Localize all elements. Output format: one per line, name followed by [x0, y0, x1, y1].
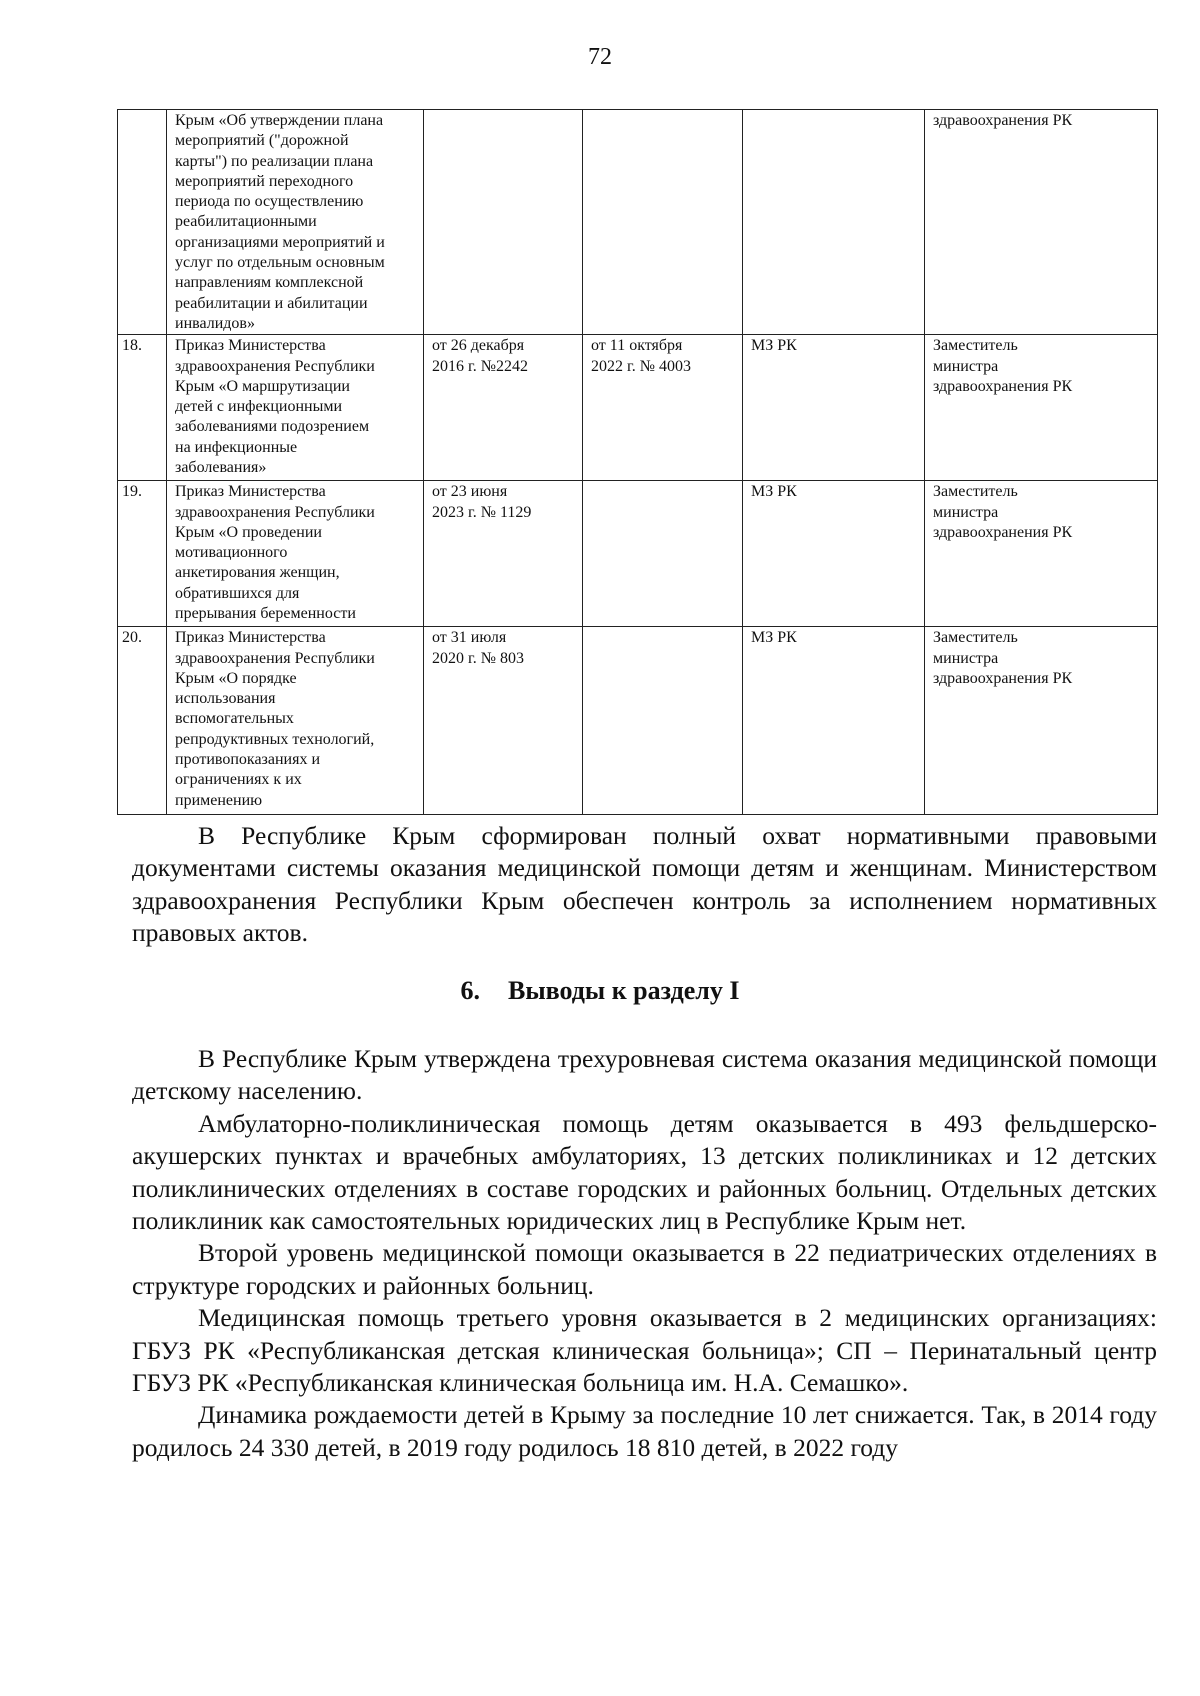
act-revision	[583, 481, 743, 627]
act-responsible: Заместитель министра здравоохранения РК	[925, 481, 1158, 627]
section-title: Выводы к разделу I	[507, 976, 740, 1005]
page-number: 72	[588, 44, 612, 70]
act-responsible: Заместитель министра здравоохранения РК	[925, 335, 1158, 481]
table-row	[118, 481, 1158, 627]
paragraph: Амбулаторно-поликлиническая помощь детям оказывается в 493 фельдшерско-акушерских пунктах и врачебных амбулаториях, 13 детских поликлиниках и 12 детских поликлинических отделениях в составе городских и районных больниц. Отдельных детских поликлиник как самостоятельных юридических лиц в Республике Крым нет.	[132, 1108, 1157, 1236]
legal-acts-table	[117, 109, 1158, 815]
table-row	[118, 627, 1158, 815]
paragraph: Динамика рождаемости детей в Крыму за последние 10 лет снижается. Так, в 2014 году родилось 24 330 детей, в 2019 году родилось 18 810 детей, в 2022 году	[132, 1400, 1157, 1462]
table-row	[118, 110, 1158, 335]
paragraph: В Республике Крым утверждена трехуровневая система оказания медицинской помощи детскому населению.	[132, 1044, 1157, 1106]
act-revision: от 11 октября 2022 г. № 4003	[583, 335, 743, 481]
act-organization: МЗ РК	[743, 481, 925, 627]
act-title: Крым «Об утверждении плана мероприятий ("дорожной карты") по реализации плана мероприятий переходного периода по осуществлению реабилитационными организациями мероприятий и услуг по отдельным основным направлениям комплексной реабилитации и абилитации инвалидов»	[167, 110, 424, 335]
act-revision	[583, 627, 743, 815]
act-responsible: Заместитель министра здравоохранения РК	[925, 627, 1158, 815]
act-responsible: здравоохранения РК	[925, 110, 1158, 335]
intro-text	[132, 820, 1157, 950]
row-number: 20.	[118, 627, 167, 815]
act-date	[424, 110, 583, 335]
act-organization: МЗ РК	[743, 335, 925, 481]
paragraph: Второй уровень медицинской помощи оказывается в 22 педиатрических отделениях в структуре городских и районных больниц.	[132, 1238, 1157, 1300]
act-date: от 26 декабря 2016 г. №2242	[424, 335, 583, 481]
section-number: 6.	[460, 976, 480, 1005]
act-title: Приказ Министерства здравоохранения Республики Крым «О маршрутизации детей с инфекционными заболеваниями подозрением на инфекционные заболевания»	[167, 335, 424, 481]
table-row	[118, 335, 1158, 481]
paragraph: В Республике Крым сформирован полный охват нормативными правовыми документами системы оказания медицинской помощи детям и женщинам. Министерством здравоохранения Республики Крым обеспечен контроль за исполнением нормативных правовых актов.	[132, 821, 1157, 948]
act-date: от 23 июня 2023 г. № 1129	[424, 481, 583, 627]
section-heading	[0, 976, 1200, 1006]
act-title: Приказ Министерства здравоохранения Республики Крым «О проведении мотивационного анкетирования женщин, обратившихся для прерывания беременности	[167, 481, 424, 627]
act-revision	[583, 110, 743, 335]
act-organization	[743, 110, 925, 335]
act-title: Приказ Министерства здравоохранения Республики Крым «О порядке использования вспомогательных репродуктивных технологий, противопоказаниях и ограничениях к их применению	[167, 627, 424, 815]
act-organization: МЗ РК	[743, 627, 925, 815]
row-number: 18.	[118, 335, 167, 481]
row-number: 19.	[118, 481, 167, 627]
row-number	[118, 110, 167, 335]
paragraph: Медицинская помощь третьего уровня оказывается в 2 медицинских организациях: ГБУЗ РК «Республиканская детская клиническая больница»; СП – Перинатальный центр ГБУЗ РК «Республиканская клиническая больница им. Н.А. Семашко».	[132, 1303, 1157, 1398]
conclusions-text	[132, 1043, 1157, 1464]
act-date: от 31 июля 2020 г. № 803	[424, 627, 583, 815]
